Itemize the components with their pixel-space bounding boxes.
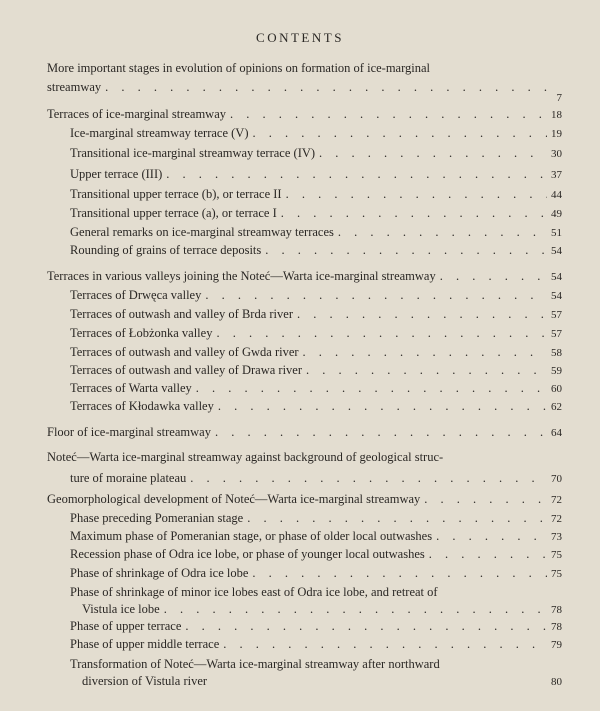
toc-entry-text-cont: streamway (47, 80, 102, 94)
toc-entry (70, 565, 562, 583)
toc-entry (70, 205, 562, 223)
toc-entry (70, 618, 562, 636)
toc-entry (70, 398, 562, 416)
toc-page-number: 57 (551, 309, 562, 321)
toc-entry (70, 166, 562, 184)
toc-entry-text: Terraces of outwash and valley of Gwda river (70, 345, 299, 359)
toc-entry (47, 491, 562, 509)
toc-entry (70, 344, 562, 362)
toc-entry (47, 60, 562, 104)
toc-page-number: 54 (551, 245, 562, 257)
toc-entry-text: Phase preceding Pomeranian stage (70, 511, 244, 525)
toc-entry-text: Maximum phase of Pomeranian stage, or phase of older local outwashes (70, 529, 433, 543)
toc-page-number: 78 (551, 604, 562, 616)
toc-entry-text: Terraces in various valleys joining the Noteć—Warta ice-marginal streamway (47, 269, 436, 283)
toc-entry (47, 424, 562, 442)
toc-entry-text: Terraces of Kłodawka valley (70, 399, 214, 413)
toc-page-number: 70 (551, 473, 562, 485)
toc-entry (70, 287, 562, 305)
toc-entry (70, 528, 562, 546)
toc-entry-text: Geomorphological development of Noteć—Warta ice-marginal streamway (47, 492, 421, 506)
toc-entry-text: Terraces of outwash and valley of Brda river (70, 307, 293, 321)
toc-page-number: 54 (551, 290, 562, 302)
toc-page-number: 37 (551, 169, 562, 181)
toc-page-number: 58 (551, 347, 562, 359)
toc-entry-text-cont: ture of moraine plateau (70, 471, 187, 485)
toc-entry (70, 636, 562, 654)
toc-entry (70, 306, 562, 324)
toc-entry-text: Phase of shrinkage of minor ice lobes east of Odra ice lobe, and retreat of (70, 585, 438, 599)
toc-page-number: 30 (551, 148, 562, 160)
toc-entry (47, 268, 562, 286)
toc-page-number: 44 (551, 189, 562, 201)
toc-page-number: 60 (551, 383, 562, 395)
toc-page-number: 7 (556, 92, 562, 104)
toc-entry (70, 380, 562, 398)
toc-entry-text: General remarks on ice-marginal streamway terraces (70, 225, 334, 239)
toc-page-number: 18 (551, 109, 562, 121)
toc-entry-text: Transitional ice-marginal streamway terrace (IV) (70, 146, 316, 160)
toc-entry-text: Rounding of grains of terrace deposits (70, 243, 262, 257)
toc-page-number: 54 (551, 271, 562, 283)
toc-entry (70, 224, 562, 242)
toc-entry-text: Floor of ice-marginal streamway (47, 425, 211, 439)
toc-entry (70, 362, 562, 380)
toc-entry-text: Phase of shrinkage of Odra ice lobe (70, 566, 249, 580)
toc-page-number: 19 (551, 128, 562, 140)
toc-entry-text: Transformation of Noteć—Warta ice-marginal streamway after northward (70, 657, 440, 671)
toc-entry (70, 125, 562, 143)
toc-entry-text-cont: Vistula ice lobe (82, 602, 160, 616)
toc-entry-text: Terraces of ice-marginal streamway (47, 107, 227, 121)
toc-page-number: 72 (551, 494, 562, 506)
toc-page-number: 59 (551, 365, 562, 377)
toc-entry (70, 325, 562, 343)
toc-entry (70, 242, 562, 260)
toc-entry (70, 656, 562, 691)
toc-entry (70, 584, 562, 619)
toc-page-number: 78 (551, 621, 562, 633)
toc-entry-text-cont: diversion of Vistula river (82, 674, 208, 688)
toc-entry (47, 106, 562, 124)
toc-entry-text: Terraces of Łobżonka valley (70, 326, 213, 340)
toc-entry-text: More important stages in evolution of opinions on formation of ice-marginal (47, 61, 431, 75)
toc-page-number: 49 (551, 208, 562, 220)
toc-page-number: 72 (551, 513, 562, 525)
page-title: CONTENTS (256, 30, 344, 45)
toc-entry-text: Phase of upper terrace (70, 619, 182, 633)
toc-page-number: 75 (551, 568, 562, 580)
toc-entry (70, 510, 562, 528)
toc-entry-text: Recession phase of Odra ice lobe, or phase of younger local outwashes (70, 547, 425, 561)
toc-entry (70, 145, 562, 163)
toc-entry-text: Terraces of Drwęca valley (70, 288, 202, 302)
toc-entry (70, 186, 562, 204)
toc-entry (47, 449, 562, 488)
toc-page-number: 73 (551, 531, 562, 543)
toc-entry-text: Transitional upper terrace (b), or terrace II (70, 187, 282, 201)
toc-page-number: 57 (551, 328, 562, 340)
toc-entry-text: Upper terrace (III) (70, 167, 163, 181)
toc-entry-text: Terraces of Warta valley (70, 381, 192, 395)
toc-entry-text: Ice-marginal streamway terrace (V) (70, 126, 249, 140)
toc-entry-text: Noteć—Warta ice-marginal streamway against background of geological struc- (47, 450, 444, 464)
toc-page-number: 62 (551, 401, 562, 413)
toc-entry-text: Transitional upper terrace (a), or terrace I (70, 206, 277, 220)
toc-page-number: 80 (551, 676, 562, 688)
toc-entry (70, 546, 562, 564)
toc-page-number: 75 (551, 549, 562, 561)
toc-page-number: 64 (551, 427, 562, 439)
toc-entry-text: Terraces of outwash and valley of Drawa river (70, 363, 303, 377)
toc-page-number: 51 (551, 227, 562, 239)
toc-page-number: 79 (551, 639, 562, 651)
toc-entry-text: Phase of upper middle terrace (70, 637, 220, 651)
